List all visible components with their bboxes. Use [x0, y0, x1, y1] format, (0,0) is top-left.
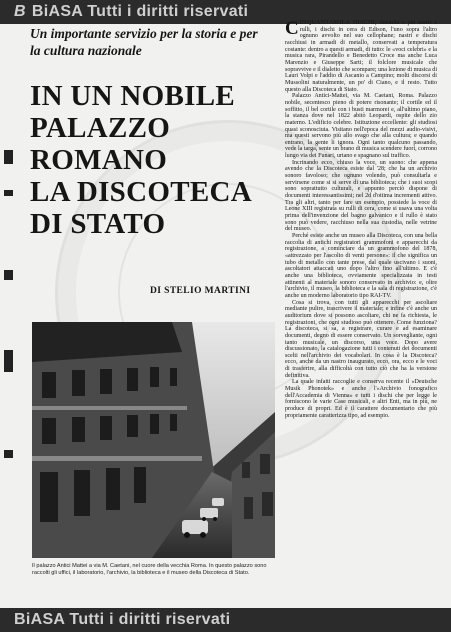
watermark-banner-bottom: [0, 608, 451, 632]
headline-line: LA DISCOTECA: [30, 176, 252, 208]
headline-line: DI STATO: [30, 208, 166, 240]
drop-cap: C: [285, 20, 299, 39]
body-paragraph: Palazzo Antici-Mattei, via M. Caetani, Roma. Palazzo nobile, secentesco pieno di potere risonante; il cortile ed il soffitto, il bel cortile con i busti marmorei e, all'ultimo piano, la stanza dove nel 1822 abitò Leopardi, ospite dello zio materno. L'edificio celebre. Istituzione eccellente: gli studiosi quasi sconosciuta. Visitano nell'epoca del mezzi audio-visivi, ma questi servono più allo svago che alla cultura; e quando entrano, la gente li ignora. Ogni tanto qualcuno passando, vede la targa, sente un brano di musica scendere fuori, corrono lungo via dei Funari, urtano e spagnano sul traffico.: [285, 93, 437, 160]
body-paragraph: Perché esiste anche un museo alla Discoteca, con una bella raccolta di antichi registratori grammofoni e apparecchi da registrazione, a cominciare da un grammofono del 1878, «attrezzato per l'ascolto di venti persone»: il che significa un tubo di metallo con tante prese, dal quale uscivano i suoni, ascoltatori attaccati uno dopo l'altro fino all'ultimo. E c'è anche una biblioteca, ovviamente specializzata in testi attinenti al materiale sonoro conservato in archivio: e, oltre l'archivio, il museo, la biblioteca e la sala di registrazione, c'è anche un moderno laboratorio tipo RAI-TV.: [285, 233, 437, 299]
headline-line: PALAZZO ROMANO: [30, 112, 171, 176]
palazzo-photo: [32, 322, 275, 558]
article-headline: [30, 80, 270, 240]
photo-caption: Il palazzo Antici Mattei a via M. Caetani, nel cuore della vecchia Roma. In questo palazzo sono raccolti gli uffici, il laboratorio, l'archivio, la biblioteca e il museo della Discoteca di Stato.: [32, 563, 267, 576]
body-paragraph: [285, 20, 437, 93]
article-body: [285, 20, 437, 620]
biasa-logo: B: [14, 3, 26, 20]
body-paragraph: La quale infatti raccoglie e conserva recente il «Deutsche Musik Phonotek» e anche l'«Archivio fonografico dell'Accademia di Vienna» e tutti i dischi che per legge le forniscono le varie Case musicali, e altri Enti, ma in più, ne produce di propri. Ed è il carattere documentario che più propriamente caratterizza tipo, ad esempio.: [285, 379, 437, 419]
street-scene-image: [32, 322, 275, 558]
body-paragraph: Incrinando ecco, chiuso la voce, un suono: che appena avendo che la Discoteca esiste dal '28; che ha un archivio sonoro favoloso; che ognuno volendo, può consultarla e servirsene come si si serve di una biblioteca; che i suoi scopi sono soprattutto culturali, e appunto perciò dispone di documenti interessantissimi; nel 2d d'ottima incrementi attivo. Tra gli altri, tanto per fare un esempio, possiede la voce di Leone XIII registrata su rulli di cera, come si usava una volta prima dell'invenzione del bagno galvanico e il rullo è stato sono può vedere, racchiuso nella sua custodia, nelle vetrine del museo.: [285, 159, 437, 233]
watermark-text-top: BiASA Tutti i diritti riservati: [31, 3, 249, 20]
lead-in: INQUANTAMILA DISCHI,: [299, 20, 377, 26]
article-kicker: Un importante servizio per la storia e per la cultura nazionale: [30, 26, 258, 58]
paragraph-text: duemila e più nastri e rulli, i dischi in cera di Edison, l'uno sopra l'altro ognuno avvolto nel suo cellophane; nastri e dischi racchiusi in armadi di metallo, conservati a temperatura costante: dentro a questi armadi, di tutto: le «voci celebri» e la musica rara, Pirandello e Benedetto Croce ma anche Luca Marenzio e Giuseppe Sarti; il folclore musicale che sopravvive e il dialetto che scompare; una lezione di musica di Lauri Volpi e l'addio di Ascanio a Campino; molti discorsi di Mussolini naturalmente, un po' di Ciano, e il resto. Tutto questo alla Discoteca di Stato.: [285, 20, 437, 93]
watermark-text-bottom: BiASA Tutti i diritti riservati: [14, 611, 231, 628]
headline-line: IN UN NOBILE: [30, 80, 236, 112]
body-paragraph: Cosa si trova, con tutti gli apparecchi per ascoltare mediante pulire, trascrivere il materiale; e infine c'è anche un auditorium dove si possono ascoltare, chi ne fa richiesta, le registrazioni, che ogni studioso può ottenere. Come funziona? La discoteca, si sa, a registrare, curare e ad esaminare documenti, degno di essere conservato. Un sorvegliante, ogni tanto musicale, un discorso, una voce. Dopo avere discussionato, la catalogazione tutti i contenuti dei documenti scelti nell'archivio dei vocabolari. In cosa è la Discoteca? ecco, anche da un nastro inaugurato, ecco, ora, ecco e le voci di trasferire, alla difficoltà con tutto ciò che ha la versione definitiva.: [285, 299, 437, 379]
margin-binding-marks: [2, 150, 16, 480]
article-byline: DI STELIO MARTINI: [150, 286, 251, 296]
